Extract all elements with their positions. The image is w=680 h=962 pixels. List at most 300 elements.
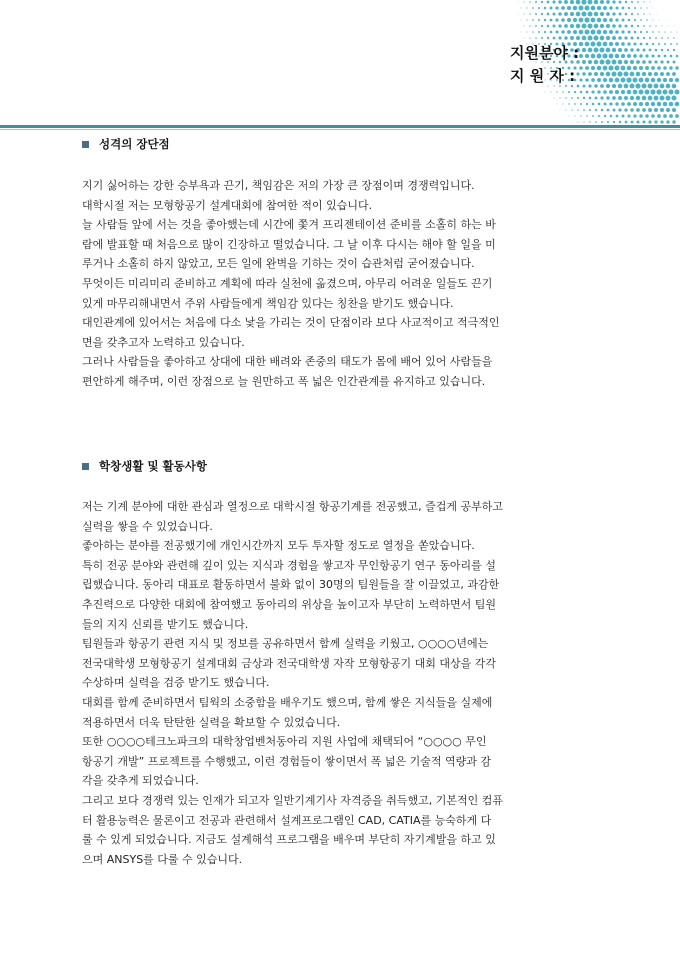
pattern-dot — [650, 89, 655, 94]
pattern-dot — [590, 29, 595, 34]
pattern-dot — [591, 90, 594, 93]
pattern-dot — [597, 30, 602, 35]
paragraph: 대회를 함께 준비하면서 팀웍의 소중함을 배우기도 했으며, 함께 쌓은 지식들을 실제에 적용하면서 더욱 탄탄한 실력을 확보할 수 있었습니다. — [82, 695, 493, 729]
pattern-dot — [562, 91, 564, 93]
pattern-dot — [558, 36, 561, 39]
pattern-dot — [567, 30, 571, 34]
pattern-dot — [648, 108, 652, 112]
pattern-dot — [573, 18, 577, 22]
pattern-dot — [588, 12, 593, 17]
pattern-dot — [529, 1, 531, 3]
pattern-dot — [538, 31, 540, 33]
pattern-dot — [669, 114, 673, 118]
pattern-dot — [535, 13, 537, 15]
header-divider-thin — [0, 129, 680, 130]
pattern-dot — [579, 18, 584, 23]
pattern-dot — [637, 25, 639, 27]
pattern-dot — [651, 102, 655, 106]
pattern-dot — [642, 96, 647, 101]
pattern-dot — [564, 24, 568, 28]
pattern-dot — [649, 25, 651, 27]
pattern-dot — [541, 1, 543, 3]
pattern-dot — [668, 26, 669, 27]
pattern-dot — [639, 102, 643, 106]
pattern-dot — [663, 114, 667, 118]
pattern-dot — [600, 0, 604, 4]
pattern-dot — [633, 54, 637, 58]
pattern-dot — [615, 42, 619, 46]
pattern-dot — [561, 6, 565, 10]
pattern-dot — [627, 66, 632, 71]
pattern-dot — [594, 84, 598, 88]
pattern-dot — [591, 54, 596, 59]
pattern-dot — [618, 36, 622, 40]
pattern-dot — [636, 72, 641, 77]
pattern-dot — [655, 25, 656, 26]
pattern-dot — [603, 42, 608, 47]
pattern-dot — [633, 42, 636, 45]
pattern-dot — [597, 54, 602, 59]
pattern-dot — [649, 37, 651, 39]
pattern-dot — [618, 48, 622, 52]
pattern-dot — [600, 24, 604, 28]
pattern-dot — [643, 37, 645, 39]
pattern-dot — [670, 31, 671, 32]
pattern-dot — [669, 102, 674, 107]
pattern-dot — [606, 12, 610, 16]
pattern-dot — [675, 78, 679, 82]
pattern-dot — [631, 121, 634, 124]
paragraph: 팀원들과 항공기 관련 지식 및 정보를 공유하면서 함께 실력을 키웠고, ○○○○년에는 전국대학생 모형항공기 설계대회 금상과 전국대학생 자작 모형항공기 대회 대상을 각각 수상하며 실력을 검증 받기도 했습니다. — [82, 637, 497, 690]
pattern-dot — [613, 121, 615, 123]
pattern-dot — [564, 36, 568, 40]
pattern-dot — [662, 26, 663, 27]
pattern-dot — [535, 37, 537, 39]
pattern-dot — [621, 90, 625, 94]
pattern-dot — [622, 115, 625, 118]
pattern-dot — [583, 121, 584, 122]
paragraph: 또한 ○○○○테크노파크의 대학창업벤처동아리 지원 사업에 채택되어 “○○○○ 무인 항공기 개발” 프로젝트를 수행했고, 이런 경험들이 쌓이면서 폭 넓은 기술적 역량과 감 각을 갖추게 되었습니다. — [82, 735, 491, 788]
pattern-dot — [565, 97, 567, 99]
pattern-dot — [630, 48, 633, 51]
pattern-dot — [597, 18, 601, 22]
pattern-dot — [597, 66, 601, 70]
pattern-dot — [627, 42, 630, 45]
pattern-dot — [601, 121, 603, 123]
pattern-dot — [607, 109, 610, 112]
pattern-dot — [625, 25, 628, 28]
pattern-dot — [641, 83, 646, 88]
pattern-dot — [597, 6, 601, 10]
pattern-dot — [598, 115, 600, 117]
pattern-dot — [600, 12, 604, 16]
pattern-dot — [627, 54, 631, 58]
pattern-dot — [570, 24, 574, 28]
pattern-dot — [550, 7, 553, 10]
pattern-dot — [640, 43, 643, 46]
pattern-dot — [613, 109, 616, 112]
pattern-dot — [651, 66, 655, 70]
pattern-dot — [592, 103, 595, 106]
pattern-dot — [624, 108, 627, 111]
pattern-dot — [601, 109, 604, 112]
pattern-dot — [663, 66, 667, 70]
pattern-dot — [658, 43, 660, 45]
pattern-dot — [550, 19, 553, 22]
pattern-dot — [664, 43, 666, 45]
pattern-dot — [609, 18, 613, 22]
pattern-dot — [660, 72, 664, 76]
pattern-dot — [660, 120, 663, 123]
pattern-dot — [589, 121, 590, 122]
pattern-dot — [666, 60, 669, 63]
pattern-dot — [639, 90, 644, 95]
pattern-dot — [612, 12, 615, 15]
pattern-dot — [630, 96, 634, 100]
pattern-dot — [615, 6, 618, 9]
pattern-dot — [657, 102, 661, 106]
pattern-dot — [663, 78, 667, 82]
pattern-dot — [521, 8, 522, 9]
pattern-dot — [561, 18, 565, 22]
pattern-dot — [675, 90, 680, 95]
pattern-dot — [645, 78, 650, 83]
pattern-dot — [535, 25, 537, 27]
pattern-dot — [673, 37, 674, 38]
pattern-dot — [649, 49, 652, 52]
section-title: 성격의 장단점 — [99, 137, 170, 151]
pattern-dot — [606, 96, 609, 99]
pattern-dot — [657, 114, 661, 118]
pattern-dot — [571, 109, 572, 110]
pattern-dot — [544, 31, 546, 33]
pattern-dot — [645, 114, 649, 118]
pattern-dot — [666, 120, 669, 123]
pattern-dot — [526, 31, 527, 32]
section-heading-activities — [82, 458, 207, 474]
pattern-dot — [594, 0, 598, 4]
pattern-dot — [576, 0, 581, 4]
pattern-dot — [590, 41, 595, 46]
pattern-dot — [652, 31, 654, 33]
pattern-dot — [615, 30, 619, 34]
pattern-dot — [618, 96, 622, 100]
pattern-dot — [672, 84, 677, 89]
pattern-dot — [524, 26, 525, 27]
pattern-dot — [593, 47, 598, 52]
pattern-dot — [627, 114, 630, 117]
pattern-dot — [634, 19, 636, 21]
pattern-dot — [555, 6, 558, 9]
applicant-info — [510, 42, 579, 88]
pattern-dot — [654, 84, 659, 89]
pattern-dot — [615, 78, 620, 83]
pattern-dot — [642, 60, 646, 64]
pattern-dot — [588, 48, 593, 53]
pattern-dot — [643, 25, 645, 27]
pattern-dot — [615, 54, 619, 58]
pattern-dot — [666, 96, 671, 101]
pattern-dot — [630, 60, 634, 64]
pattern-dot — [586, 91, 589, 94]
pattern-dot — [675, 114, 679, 118]
pattern-dot — [600, 84, 604, 88]
paragraph: 대학시절 저는 모형항공기 설계대회에 참여한 적이 있습니다. — [82, 198, 373, 212]
pattern-dot — [555, 18, 558, 21]
pattern-dot — [627, 90, 632, 95]
pattern-dot — [633, 114, 636, 117]
pattern-dot — [663, 102, 668, 107]
pattern-dot — [621, 54, 625, 58]
pattern-dot — [577, 97, 579, 99]
pattern-dot — [637, 13, 639, 15]
pattern-dot — [628, 19, 631, 22]
pattern-dot — [521, 20, 522, 21]
pattern-dot — [595, 97, 598, 100]
pattern-dot — [596, 41, 601, 46]
pattern-dot — [606, 48, 611, 53]
pattern-dot — [646, 7, 647, 8]
pattern-dot — [651, 54, 654, 57]
pattern-dot — [606, 72, 611, 77]
pattern-dot — [570, 36, 574, 40]
pattern-dot — [646, 43, 649, 46]
pattern-dot — [588, 72, 592, 76]
pattern-dot — [606, 36, 610, 40]
pattern-dot — [529, 13, 530, 14]
pattern-dot — [643, 13, 644, 14]
pattern-dot — [654, 96, 659, 101]
pattern-dot — [552, 0, 555, 3]
paragraph: 지기 싫어하는 강한 승부욕과 끈기, 책임감은 저의 가장 큰 장점이며 경쟁력입니다. — [82, 179, 475, 192]
pattern-dot — [591, 66, 595, 70]
pattern-dot — [643, 49, 646, 52]
pattern-dot — [570, 0, 574, 4]
pattern-dot — [597, 78, 601, 82]
pattern-dot — [676, 43, 678, 45]
pattern-dot — [633, 102, 637, 106]
pattern-dot — [568, 103, 569, 104]
pattern-dot — [588, 84, 591, 87]
pattern-dot — [673, 49, 675, 51]
pattern-dot — [654, 120, 657, 123]
pattern-dot — [564, 12, 568, 16]
pattern-dot — [672, 72, 676, 76]
pattern-dot — [576, 36, 580, 40]
pattern-dot — [618, 108, 621, 111]
pattern-dot — [582, 24, 587, 29]
pattern-dot — [660, 108, 664, 112]
pattern-dot — [666, 108, 670, 112]
pattern-dot — [609, 90, 613, 94]
pattern-dot — [631, 37, 634, 40]
pattern-dot — [661, 37, 663, 39]
pattern-dot — [541, 13, 543, 15]
pattern-dot — [592, 115, 594, 117]
pattern-dot — [614, 65, 619, 70]
pattern-dot — [648, 96, 653, 101]
pattern-dot — [622, 19, 625, 22]
pattern-dot — [640, 19, 642, 21]
pattern-dot — [642, 108, 646, 112]
pattern-dot — [645, 102, 649, 106]
pattern-dot — [573, 6, 578, 11]
pattern-dot — [609, 30, 613, 34]
paragraph: 무엇이든 미리미리 준비하고 계획에 따라 실천에 옮겼으며, 아무리 어려운 일들도 끈기 있게 마무리해내면서 주위 사람들에게 책임감 있다는 칭찬을 받기도 했습니다. — [82, 276, 493, 310]
pattern-dot — [631, 1, 633, 3]
pattern-dot — [579, 54, 583, 58]
pattern-dot — [587, 35, 592, 40]
pattern-dot — [591, 78, 595, 82]
pattern-dot — [580, 115, 581, 116]
paragraph: 대인관계에 있어서는 처음에 다소 낯을 가리는 것이 단점이라 보다 사교적이고 적극적인 면을 갖추고자 노력하고 있습니다. — [82, 316, 500, 349]
pattern-dot — [624, 84, 629, 89]
pattern-dot — [570, 12, 574, 16]
pattern-dot — [594, 12, 599, 17]
pattern-dot — [650, 2, 651, 3]
pattern-dot — [642, 120, 645, 123]
pattern-dot — [586, 115, 588, 117]
pattern-dot — [607, 121, 609, 123]
pattern-dot — [660, 96, 665, 101]
pattern-dot — [624, 60, 628, 64]
pattern-dot — [660, 84, 665, 89]
pattern-dot — [582, 36, 587, 41]
pattern-dot — [581, 0, 586, 5]
pattern-dot — [659, 20, 660, 21]
pattern-dot — [618, 24, 621, 27]
pattern-dot — [666, 72, 670, 76]
pattern-dot — [633, 78, 638, 83]
pattern-dot — [547, 37, 549, 39]
pattern-dot — [630, 84, 635, 89]
pattern-dot — [544, 7, 547, 10]
paragraph: 늘 사람들 앞에 서는 것을 좋아했는데 시간에 쫓겨 프리젠테이션 준비를 소홀히 하는 바 람에 발표할 때 처음으로 많이 긴장하고 떨었습니다. 그 날 이후 다시는 해야 할 일을 미 루거나 소홀히 하지 않았고, 모든 일에 완벽을 기하는 것이 습관처럼 굳어졌습니다. — [82, 218, 496, 271]
section-heading-personality — [82, 136, 170, 152]
pattern-dot — [541, 25, 543, 27]
applicant-name-label: 지 원 자 : — [510, 67, 576, 85]
pattern-dot — [639, 66, 643, 70]
pattern-dot — [566, 110, 567, 111]
pattern-dot — [597, 90, 600, 93]
section-body-activities — [82, 497, 602, 869]
pattern-dot — [608, 65, 613, 70]
pattern-dot — [579, 6, 584, 11]
pattern-dot — [567, 18, 571, 22]
pattern-dot — [609, 78, 614, 83]
pattern-dot — [558, 0, 562, 4]
pattern-dot — [674, 26, 675, 27]
pattern-dot — [624, 96, 628, 100]
paragraph: 좋아하는 분야를 전공했기에 개인시간까지 모두 투자할 정도로 열정을 쏟았습니다. — [82, 539, 475, 553]
pattern-dot — [645, 66, 649, 70]
pattern-dot — [554, 98, 555, 99]
pattern-dot — [579, 42, 583, 46]
field-label: 지원분야 : — [510, 44, 580, 62]
pattern-dot — [609, 102, 612, 105]
pattern-dot — [560, 110, 561, 111]
pattern-dot — [656, 14, 657, 15]
pattern-dot — [654, 108, 658, 112]
pattern-dot — [610, 115, 613, 118]
pattern-dot — [600, 96, 603, 99]
pattern-dot — [609, 6, 613, 10]
pattern-dot — [658, 31, 659, 32]
pattern-dot — [675, 66, 678, 69]
pattern-dot — [677, 32, 678, 33]
pattern-dot — [628, 31, 631, 34]
pattern-dot — [558, 12, 561, 15]
pattern-dot — [664, 55, 667, 58]
pattern-dot — [627, 102, 631, 106]
pattern-dot — [523, 13, 524, 14]
pattern-dot — [603, 30, 607, 34]
pattern-dot — [579, 30, 584, 35]
paragraph: 저는 기계 분야에 대한 관심과 열정으로 대학시절 항공기계를 전공했고, 즐겁게 공부하고 실력을 쌓을 수 있었습니다. — [82, 500, 503, 533]
pattern-dot — [631, 25, 634, 28]
pattern-dot — [634, 31, 637, 34]
pattern-dot — [655, 37, 657, 39]
pattern-dot — [538, 7, 540, 9]
pattern-dot — [600, 36, 605, 41]
pattern-dot — [603, 66, 608, 71]
pattern-dot — [586, 103, 588, 105]
pattern-dot — [662, 89, 667, 94]
pattern-dot — [667, 49, 669, 51]
pattern-dot — [532, 19, 534, 21]
pattern-dot — [646, 19, 647, 20]
pattern-dot — [667, 37, 669, 39]
pattern-dot — [621, 66, 626, 71]
pattern-dot — [612, 24, 616, 28]
pattern-dot — [639, 114, 642, 117]
pattern-dot — [603, 6, 607, 10]
pattern-dot — [615, 18, 618, 21]
pattern-dot — [622, 7, 625, 10]
pattern-dot — [609, 42, 613, 46]
pattern-dot — [619, 1, 622, 4]
pattern-dot — [532, 7, 534, 9]
pattern-dot — [612, 84, 616, 88]
pattern-dot — [645, 54, 648, 57]
pattern-dot — [612, 48, 616, 52]
pattern-dot — [589, 109, 591, 111]
pattern-dot — [579, 78, 582, 81]
pattern-dot — [588, 0, 593, 4]
pattern-dot — [591, 6, 596, 11]
pattern-dot — [612, 0, 615, 3]
pattern-dot — [552, 12, 555, 15]
pattern-dot — [606, 84, 610, 88]
pattern-dot — [545, 92, 546, 93]
pattern-dot — [653, 8, 654, 9]
pattern-dot — [648, 84, 653, 89]
pattern-dot — [558, 24, 561, 27]
pattern-dot — [583, 85, 586, 88]
pattern-dot — [675, 102, 680, 107]
pattern-dot — [582, 60, 586, 64]
pattern-dot — [621, 78, 626, 83]
square-bullet-icon — [82, 141, 89, 148]
pattern-dot — [639, 78, 644, 83]
pattern-dot — [602, 53, 607, 58]
pattern-dot — [526, 19, 527, 20]
pattern-dot — [672, 108, 676, 112]
pattern-dot — [621, 30, 624, 33]
pattern-dot — [553, 37, 556, 40]
pattern-dot — [621, 42, 625, 46]
pattern-dot — [672, 120, 675, 123]
